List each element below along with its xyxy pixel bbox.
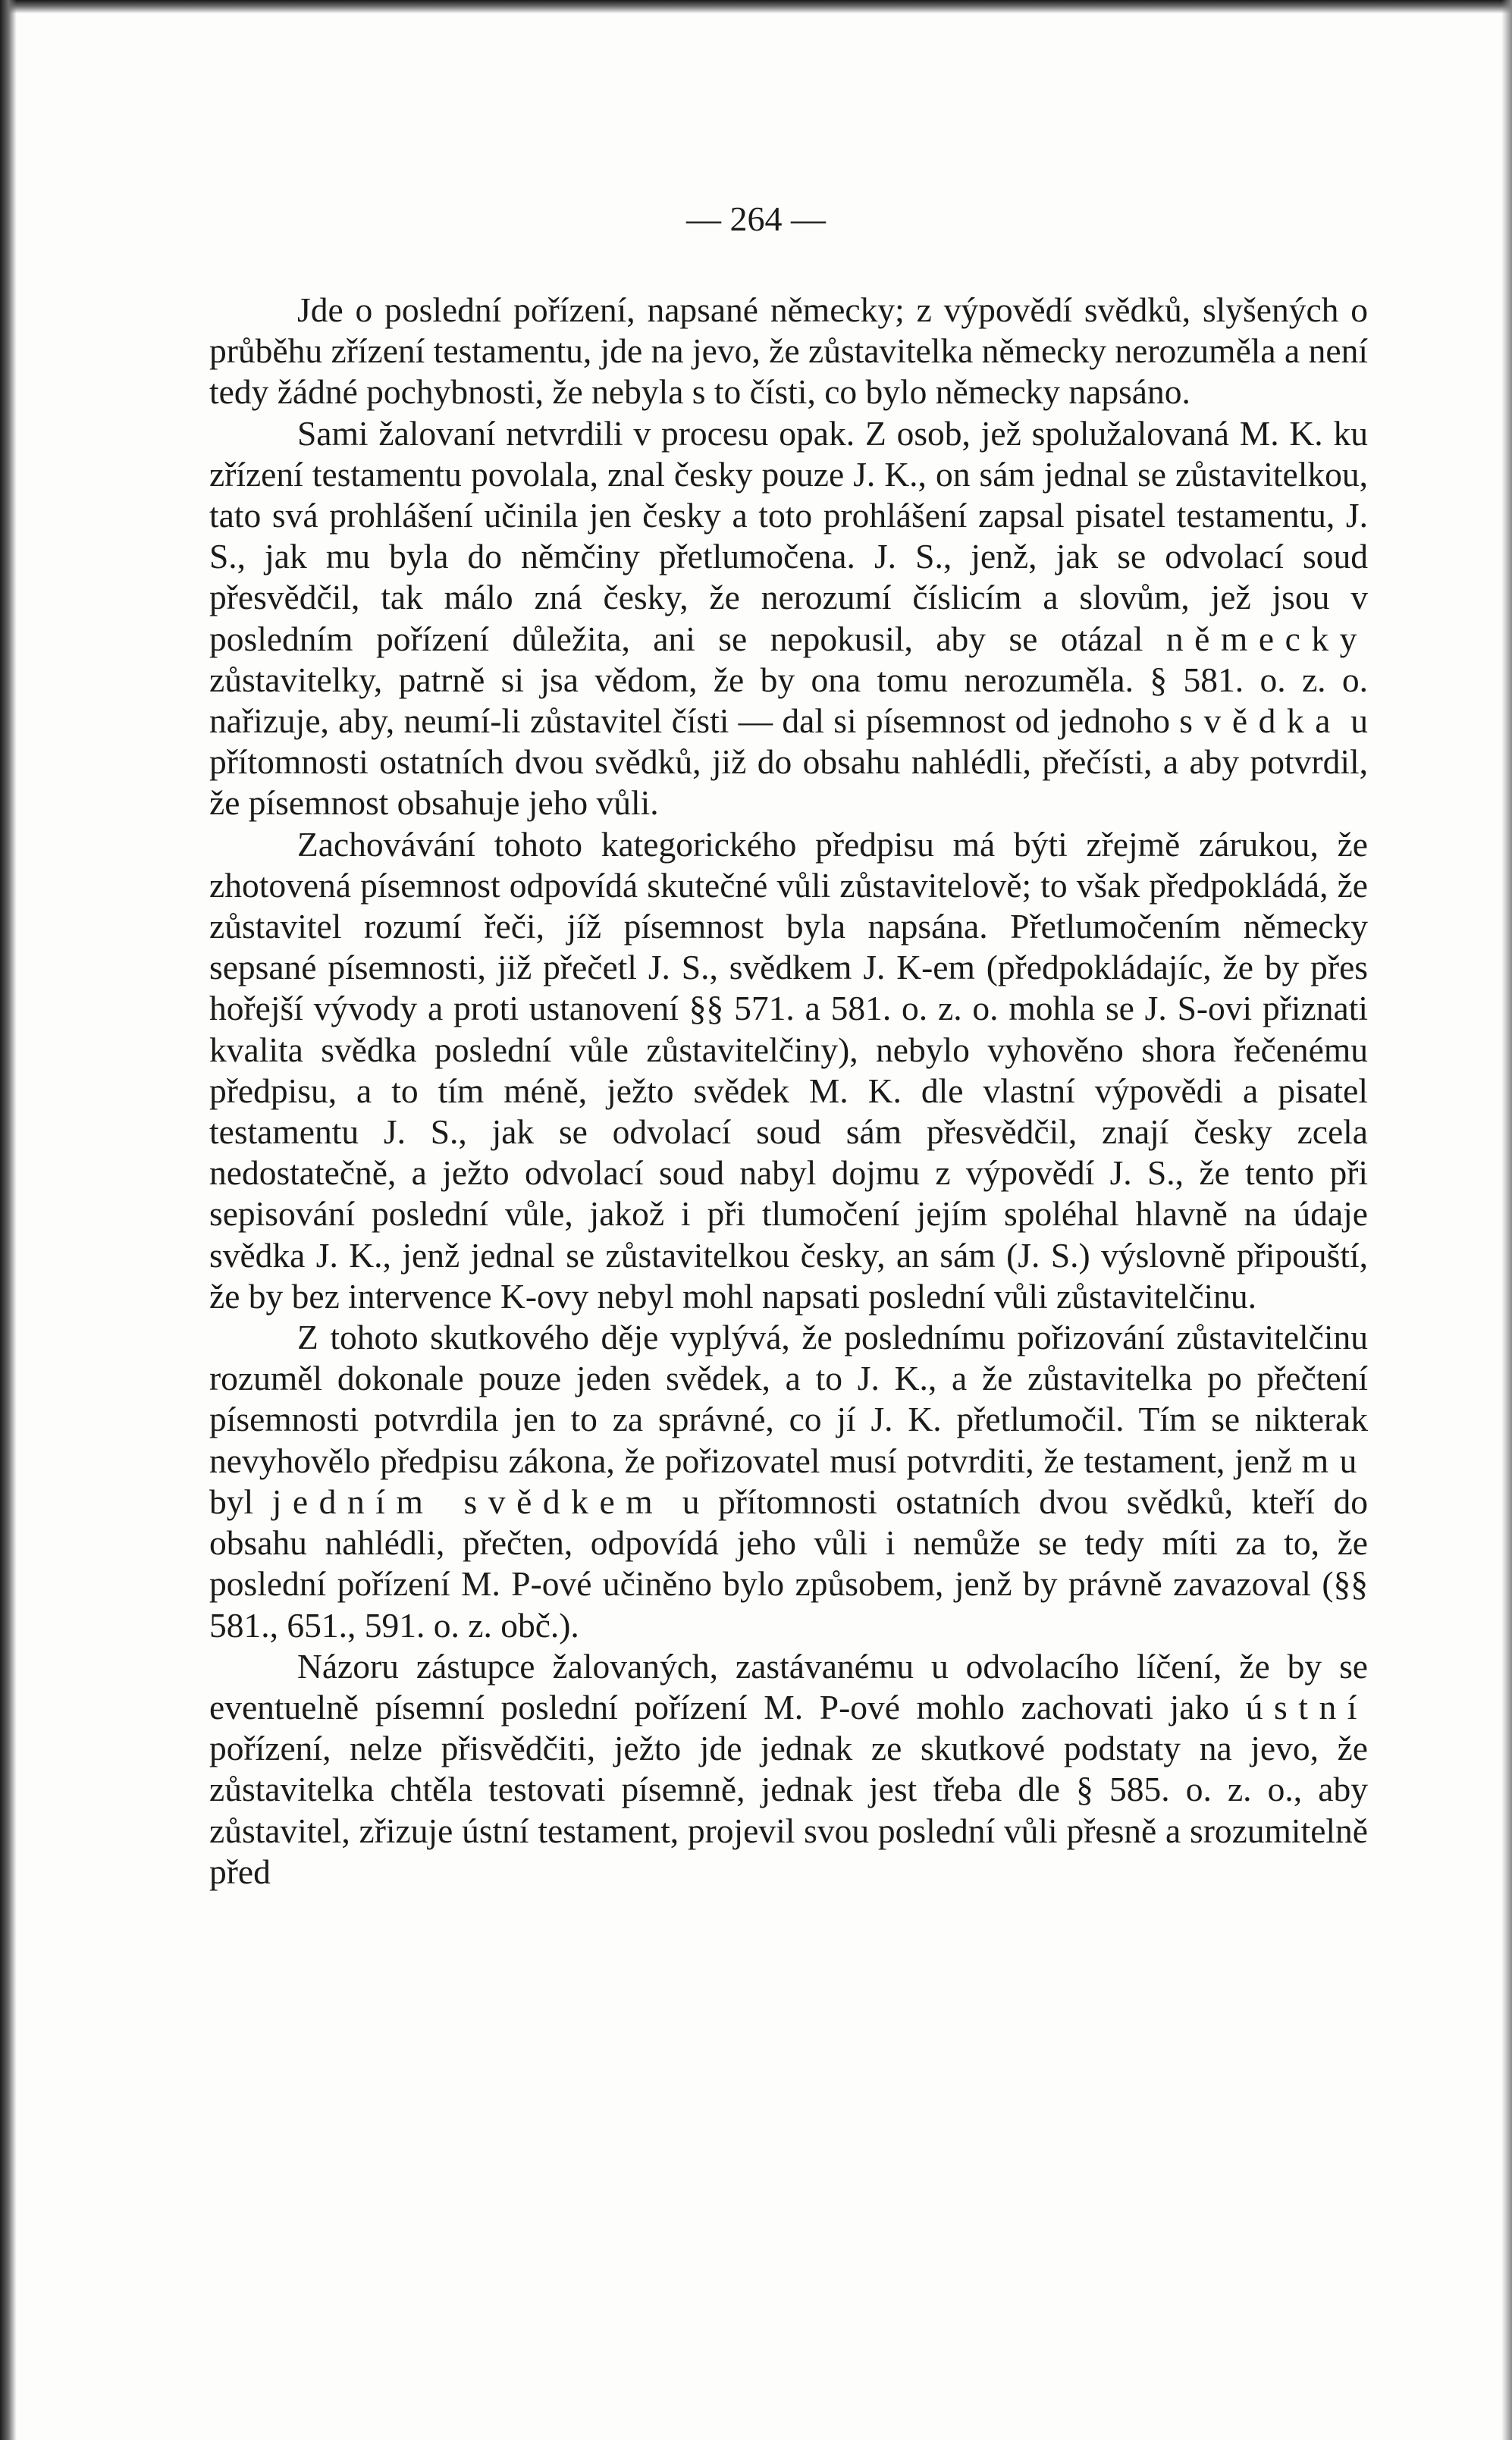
paragraph-text: Sami žalovaní netvrdili v procesu opak. Z osob, jež spolužalovaná M. K. ku zřízení testamentu povolala, znal česky pouze J. K., on sám jednal se zůstavitelkou, tato svá prohlášení učinila jen česky a toto prohlášení zapsal pisatel testamentu, J. S., jak mu byla do němčiny přetlumočena. J. S., jenž, jak se odvolací soud přesvědčil, tak málo zná česky, že nerozumí číslicím a slovům, jež jsou v posledním pořízení důležita, ani se nepokusil, aby se otázal	[209, 413, 1368, 658]
page-number: — 264 —	[686, 199, 826, 238]
document-body	[209, 290, 1368, 1893]
paragraph	[209, 1646, 1368, 1893]
scan-edge-top	[0, 0, 1512, 14]
paragraph	[209, 824, 1368, 1317]
scan-edge-right	[1501, 0, 1512, 2440]
scan-edge-left	[0, 0, 17, 2440]
paragraph-text: Jde o poslední pořízení, napsané německy; z výpovědí svědků, slyšených o průběhu zřízení testamentu, jde na jevo, že zůstavitelka německy nerozuměla a není tedy žádné pochybnosti, že nebyla s to čísti, co bylo německy napsáno.	[209, 290, 1368, 412]
paragraph	[209, 413, 1368, 824]
spaced-emphasis-text: jedním svědkem	[271, 1482, 664, 1521]
paragraph	[209, 1317, 1368, 1646]
paragraph-text: pořízení, nelze přisvědčiti, ježto jde jednak ze skutkové podstaty na jevo, že zůstavitelka chtěla testovati písemně, jednak jest třeba dle § 585. o. z. o., aby zůstavitel, zřizuje ústní testament, projevil svou poslední vůli přesně a srozumitelně před	[209, 1729, 1368, 1891]
paragraph-text: u přítomnosti ostatních dvou svědků, již do obsahu nahlédli, přečísti, a aby potvrdil, že písemnost obsahuje jeho vůli.	[209, 701, 1368, 823]
paragraph-text: zůstavitelky, patrně si jsa vědom, že by ona tomu nerozuměla. § 581. o. z. o. nařizuje, aby, neumí-li zůstavitel čísti — dal si písemnost od jednoho	[209, 660, 1368, 741]
spaced-emphasis-text: mu	[1301, 1441, 1368, 1480]
paragraph-text: Zachovávání tohoto kategorického předpisu má býti zřejmě zárukou, že zhotovená písemnost odpovídá skutečné vůli zůstavitelově; to však předpokládá, že zůstavitel rozumí řeči, jíž písemnost byla napsána. Přetlumočením německy sepsané písemnosti, již přečetl J. S., svědkem J. K-em (předpokládajíc, že by přes hořejší vývody a proti ustanovení §§ 571. a 581. o. z. o. mohla se J. S-ovi přiznati kvalita svědka poslední vůle zůstavitelčiny), nebylo vyhověno shora řečenému předpisu, a to tím méně, ježto svědek M. K. dle vlastní výpovědi a pisatel testamentu J. S., jak se odvolací soud sám přesvědčil, znají česky zcela nedostatečně, a ježto odvolací soud nabyl dojmu z výpovědí J. S., že tento při sepisování poslední vůle, jakož i při tlumočení jejím spoléhal hlavně na údaje svědka J. K., jenž jednal se zůstavitelkou česky, an sám (J. S.) výslovně připouští, že by bez intervence K-ovy nebyl mohl napsati poslední vůli zůstavitelčinu.	[209, 824, 1368, 1316]
paragraph-text: byl	[209, 1482, 272, 1521]
paragraph	[209, 290, 1368, 413]
spaced-emphasis-text: ústní	[1245, 1687, 1368, 1727]
paragraph-text: Názoru zástupce žalovaných, zastávanému u odvolacího líčení, že by se eventuelně písemní poslední pořízení M. P-ové mohlo zachovati jako	[209, 1646, 1368, 1727]
paragraph-text: u přítomnosti ostatních dvou svědků, kteří do obsahu nahlédli, přečten, odpovídá jeho vůli i nemůže se tedy míti za to, že poslední pořízení M. P-ové učiněno bylo způsobem, jenž by právně zavazoval (§§ 581., 651., 591. o. z. obč.).	[209, 1482, 1368, 1645]
paragraph-text: Z tohoto skutkového děje vyplývá, že poslednímu pořizování zůstavitelčinu rozuměl dokonale pouze jeden svědek, a to J. K., a že zůstavitelka po přečtení písemnosti potvrdila jen to za správné, co jí J. K. přetlumočil. Tím se nikterak nevyhovělo předpisu zákona, že pořizovatel musí potvrditi, že testament, jenž	[209, 1318, 1368, 1480]
spaced-emphasis-text: svědka	[1179, 701, 1341, 741]
spaced-emphasis-text: německy	[1165, 619, 1368, 658]
